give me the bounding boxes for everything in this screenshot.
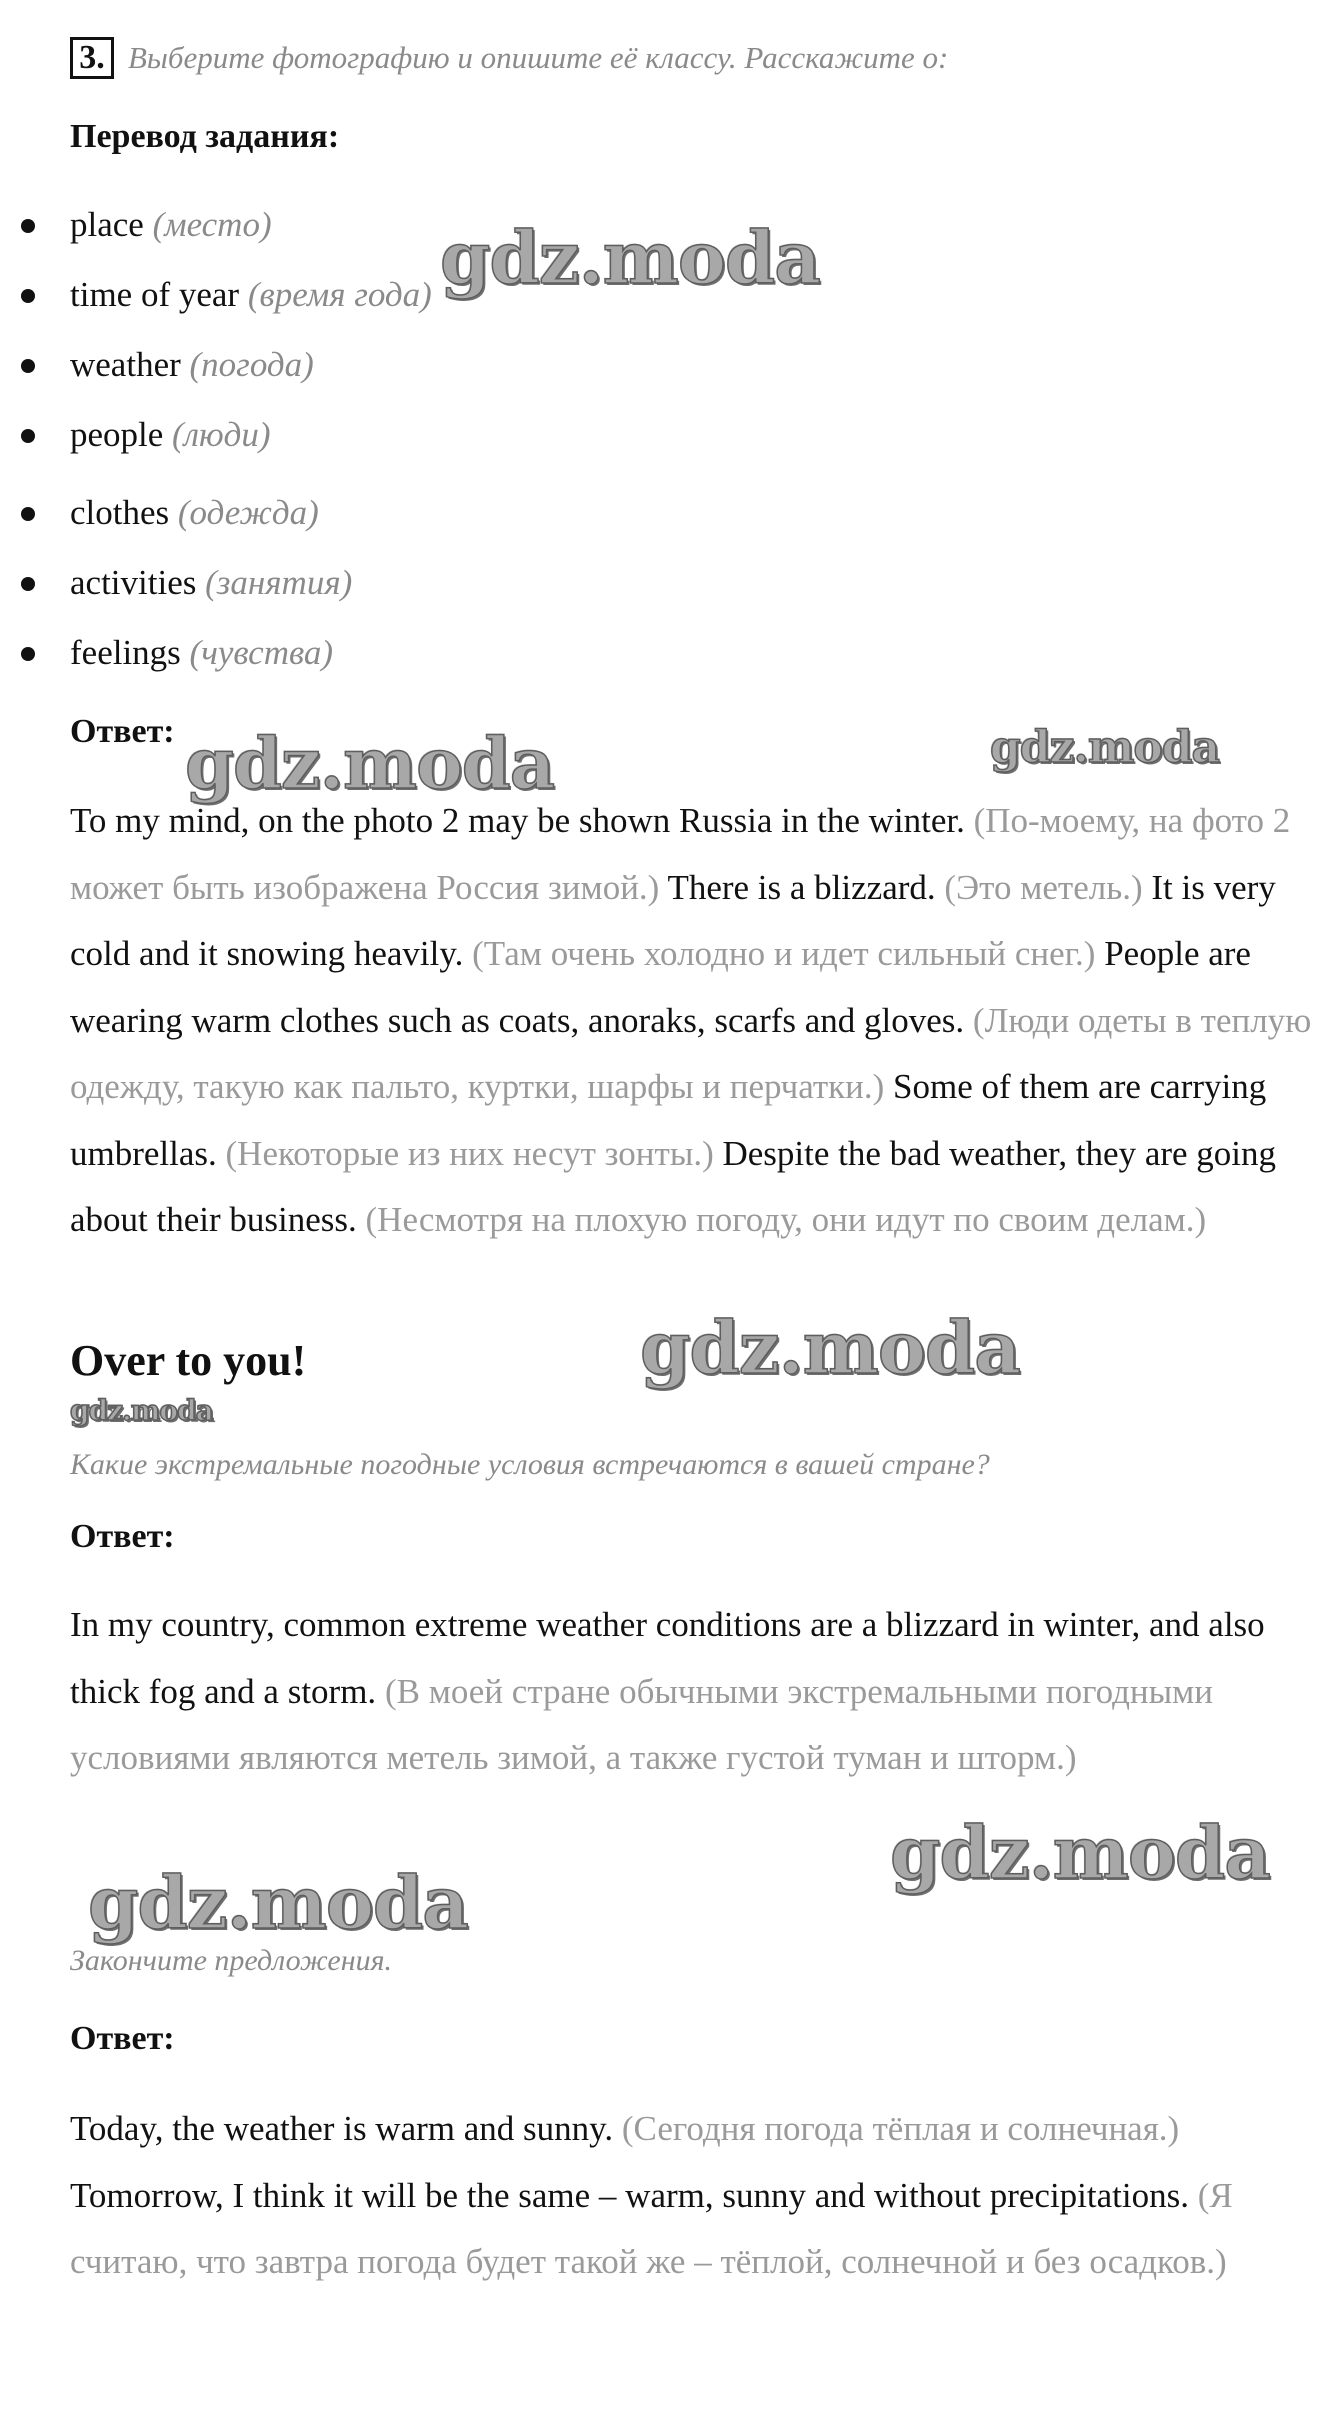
sentence-ru: (Некоторые из них несут зонты.) (225, 1133, 714, 1173)
bullet-dot (21, 219, 35, 233)
sentence-ru: (Я считаю, что завтра погода будет такой же – тёплой, солнечной и без осадков.) (70, 2175, 1233, 2281)
watermark: gdz.moda (185, 722, 555, 805)
bullet-en: weather (70, 345, 181, 384)
list-item (0, 405, 900, 483)
watermark: gdz.moda (890, 1810, 1270, 1895)
bullet-ru: (занятия) (205, 563, 353, 602)
sentence-en: Despite the bad weather, they are going about their business. (70, 1133, 1277, 1239)
bullet-ru: (одежда) (177, 493, 319, 532)
task-instruction: Выберите фотографию и опишите её классу. Расскажите о: (128, 40, 949, 75)
question-2: Какие экстремальные погодные условия встречаются в вашей стране? (70, 1448, 990, 1481)
sentence-en: Today, the weather is warm and sunny. (70, 2109, 614, 2148)
watermark: gdz.moda (70, 1394, 213, 1427)
answer-3-paragraph (70, 2096, 1315, 2296)
bullet-ru: (люди) (172, 415, 271, 454)
bullet-dot (21, 507, 35, 521)
translation-heading: Перевод задания: (70, 118, 340, 155)
watermark: gdz.moda (640, 1305, 1020, 1390)
bullet-en: place (70, 205, 144, 244)
watermark: gdz.moda (88, 1860, 468, 1945)
bullet-dot (21, 289, 35, 303)
sentence-en: To my mind, on the photo 2 may be shown Russia in the winter. (70, 801, 965, 840)
sentence-ru: (Люди одеты в теплую одежду, такую как пальто, куртки, шарфы и перчатки.) (70, 1000, 1312, 1106)
bullet-ru: (погода) (189, 345, 314, 384)
sentence-ru: (Несмотря на плохую погоду, они идут по своим делам.) (365, 1200, 1207, 1239)
bullet-ru: (место) (152, 205, 272, 244)
sentence-ru: (Сегодня погода тёплая и солнечная.) (621, 2109, 1180, 2148)
bullet-ru: (время года) (247, 275, 432, 314)
list-item (0, 483, 900, 553)
sentence-en: Some of them are carrying umbrellas. (70, 1067, 1267, 1173)
bullet-en: clothes (70, 493, 170, 532)
task-number-box: 3. (70, 37, 114, 79)
bullet-en: feelings (70, 633, 181, 672)
list-item (0, 623, 900, 693)
bullet-dot (21, 647, 35, 661)
bullet-en: people (70, 415, 164, 454)
bullet-dot (21, 577, 35, 591)
bullet-ru: (чувства) (189, 633, 334, 672)
sentence-en: There is a blizzard. (667, 867, 936, 907)
bullet-en: activities (70, 563, 197, 602)
answer-label-3: Ответ: (70, 2020, 175, 2057)
sentence-ru: (По-моему, на фото 2 может быть изображена Россия зимой.) (70, 801, 1291, 907)
answer-1-paragraph (70, 788, 1315, 1254)
answer-label-1: Ответ: (70, 713, 175, 750)
answer-2-paragraph (70, 1592, 1315, 1792)
bullet-dot (21, 429, 35, 443)
list-item (0, 335, 900, 405)
question-3: Закончите предложения. (70, 1944, 393, 1977)
list-item (0, 553, 900, 623)
sentence-ru: (Это метель.) (944, 867, 1143, 907)
sentence-en: People are wearing warm clothes such as coats, anoraks, scarfs and gloves. (70, 934, 1251, 1040)
answer-label-2: Ответ: (70, 1518, 175, 1555)
bullet-en: time of year (70, 275, 240, 314)
sentence-ru: (В моей стране обычными экстремальными погодными условиями являются метель зимой, а также густой туман и шторм.) (70, 1671, 1214, 1777)
sentence-en: Tomorrow, I think it will be the same – warm, sunny and without precipitations. (70, 2175, 1189, 2215)
sentence-ru: (Там очень холодно и идет сильный снег.) (472, 934, 1096, 973)
over-to-you-heading: Over to you! (70, 1336, 307, 1385)
sentence-en: It is very cold and it snowing heavily. (70, 867, 1276, 973)
bullet-dot (21, 359, 35, 373)
task-header (70, 32, 948, 84)
watermark: gdz.moda (990, 722, 1220, 773)
watermark: gdz.moda (440, 215, 820, 300)
sentence-en: In my country, common extreme weather conditions are a blizzard in winter, and also thick fog and a storm. (70, 1605, 1265, 1711)
